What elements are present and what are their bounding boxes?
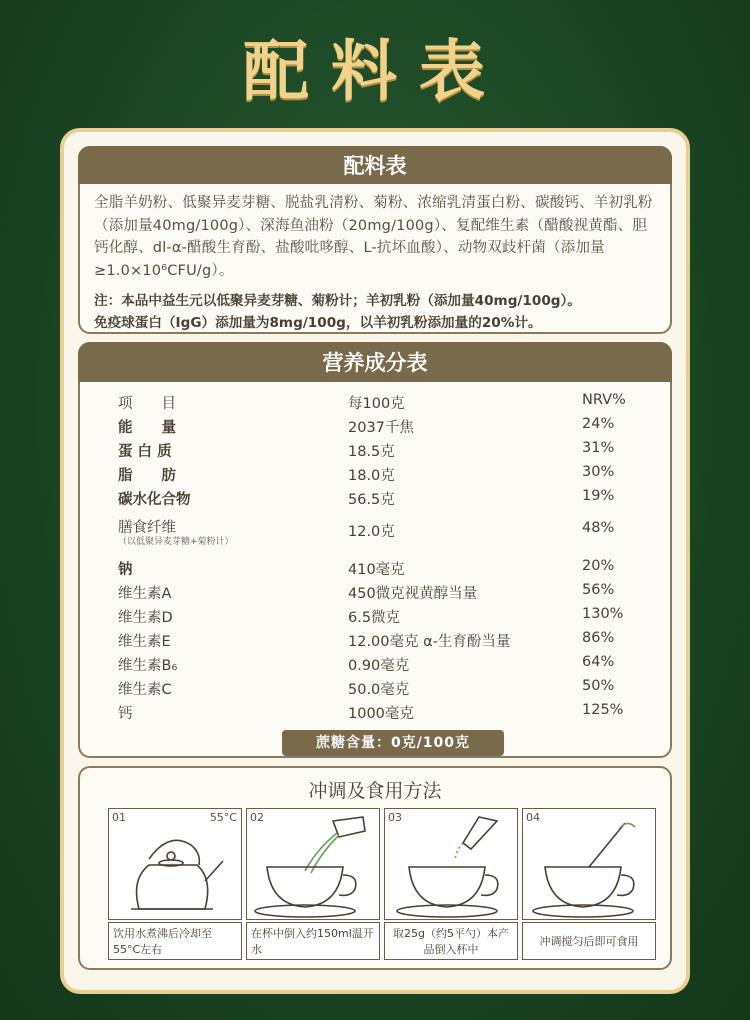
row-name: 蛋 白 质 (118, 444, 172, 460)
table-row (80, 558, 670, 580)
row-name: 维生素E (118, 634, 171, 650)
row-name: 维生素D (118, 610, 173, 626)
row-name: 维生素B₆ (118, 658, 178, 674)
row-value: 18.5克 (348, 444, 395, 460)
row-nrv: 125% (582, 702, 624, 718)
row-nrv: 56% (582, 582, 615, 598)
step-4-illustration (522, 808, 656, 920)
step-2-illustration (246, 808, 380, 920)
row-name: 维生素A (118, 586, 172, 602)
step-number: 04 (526, 811, 540, 824)
col-per100: 每100克 (348, 396, 405, 412)
step-3-illustration (384, 808, 518, 920)
row-nrv: 30% (582, 464, 615, 480)
table-row (80, 606, 670, 628)
row-nrv: 130% (582, 606, 624, 622)
step-3-caption: 取25g（约5平勺）本产品倒入杯中 (384, 922, 518, 960)
table-row (80, 678, 670, 700)
row-name: 碳水化合物 (118, 492, 191, 508)
row-nrv: 50% (582, 678, 615, 694)
row-subnote: （以低聚异麦芽糖+菊粉计） (118, 537, 234, 547)
ingredients-note-line2: 免疫球蛋白（IgG）添加量为8mg/100g，以羊初乳粉添加量的20%计。 (94, 315, 542, 331)
step-1-caption: 饮用水煮沸后冷却至55°C左右 (108, 922, 242, 960)
method-box (78, 766, 672, 970)
row-name: 膳食纤维 (118, 520, 176, 536)
table-row (80, 440, 670, 462)
row-value: 0.90毫克 (348, 658, 410, 674)
step-4-caption: 冲调搅匀后即可食用 (522, 922, 656, 960)
row-nrv: 86% (582, 630, 615, 646)
step-temperature: 55°C (209, 811, 237, 824)
row-nrv: 19% (582, 488, 615, 504)
row-nrv: 20% (582, 558, 615, 574)
row-name: 能 量 (118, 420, 176, 436)
row-value: 410毫克 (348, 562, 405, 578)
step-number: 01 (112, 811, 126, 824)
add-powder-cup-icon (385, 809, 519, 921)
row-name: 维生素C (118, 682, 172, 698)
stir-cup-icon (523, 809, 657, 921)
row-name: 脂 肪 (118, 468, 176, 484)
row-value: 6.5微克 (348, 610, 401, 626)
row-nrv: 31% (582, 440, 615, 456)
method-title: 冲调及食用方法 (308, 780, 442, 802)
page-title: 配料表 (243, 33, 507, 110)
ingredients-header: 配料表 (78, 146, 672, 184)
nutrition-header: 营养成分表 (78, 342, 672, 382)
row-value: 12.0克 (348, 524, 395, 540)
col-nrv: NRV% (582, 392, 626, 408)
row-value: 1000毫克 (348, 706, 414, 722)
pour-water-cup-icon (247, 809, 381, 921)
table-row (80, 416, 670, 438)
col-item: 项 目 (118, 396, 176, 412)
table-row (80, 464, 670, 486)
ingredients-text: 全脂羊奶粉、低聚异麦芽糖、脱盐乳清粉、菊粉、浓缩乳清蛋白粉、碳酸钙、羊初乳粉（添加量40mg/100g）、深海鱼油粉（20mg/100g）、复配维生素（醋酸视黄酯、胆钙化醇、dl-α-醋酸生育酚、盐酸吡哆醇、L-抗坏血酸）、动物双歧杆菌（添加量≥1.0×10⁶CFU/g）。 (94, 195, 653, 279)
table-row (80, 488, 670, 510)
row-name: 钙 (118, 706, 133, 722)
sucrose-badge: 蔗糖含量：0克/100克 (282, 730, 504, 756)
step-2-caption: 在杯中倒入约150ml温开水 (246, 922, 380, 960)
row-value: 56.5克 (348, 492, 395, 508)
ingredients-note-line1: 注：本品中益生元以低聚异麦芽糖、菊粉计；羊初乳粉（添加量40mg/100g）。 (94, 293, 581, 309)
kettle-icon (109, 809, 243, 921)
row-name: 钠 (118, 562, 133, 578)
step-1-illustration (108, 808, 242, 920)
row-value: 18.0克 (348, 468, 395, 484)
row-value: 450微克视黄醇当量 (348, 586, 478, 602)
table-row (80, 630, 670, 652)
table-row (80, 702, 670, 724)
row-nrv: 64% (582, 654, 615, 670)
ingredients-box (78, 146, 672, 334)
info-card (60, 128, 690, 994)
row-nrv: 24% (582, 416, 615, 432)
nutrition-box (78, 342, 672, 758)
nutrition-column-headers (80, 392, 670, 414)
table-row (80, 654, 670, 676)
row-nrv: 48% (582, 520, 615, 536)
table-row (80, 516, 670, 552)
row-value: 2037千焦 (348, 420, 414, 436)
step-number: 03 (388, 811, 402, 824)
row-value: 12.00毫克 α-生育酚当量 (348, 634, 511, 650)
ingredients-note (94, 290, 674, 334)
row-value: 50.0毫克 (348, 682, 410, 698)
step-number: 02 (250, 811, 264, 824)
table-row (80, 582, 670, 604)
